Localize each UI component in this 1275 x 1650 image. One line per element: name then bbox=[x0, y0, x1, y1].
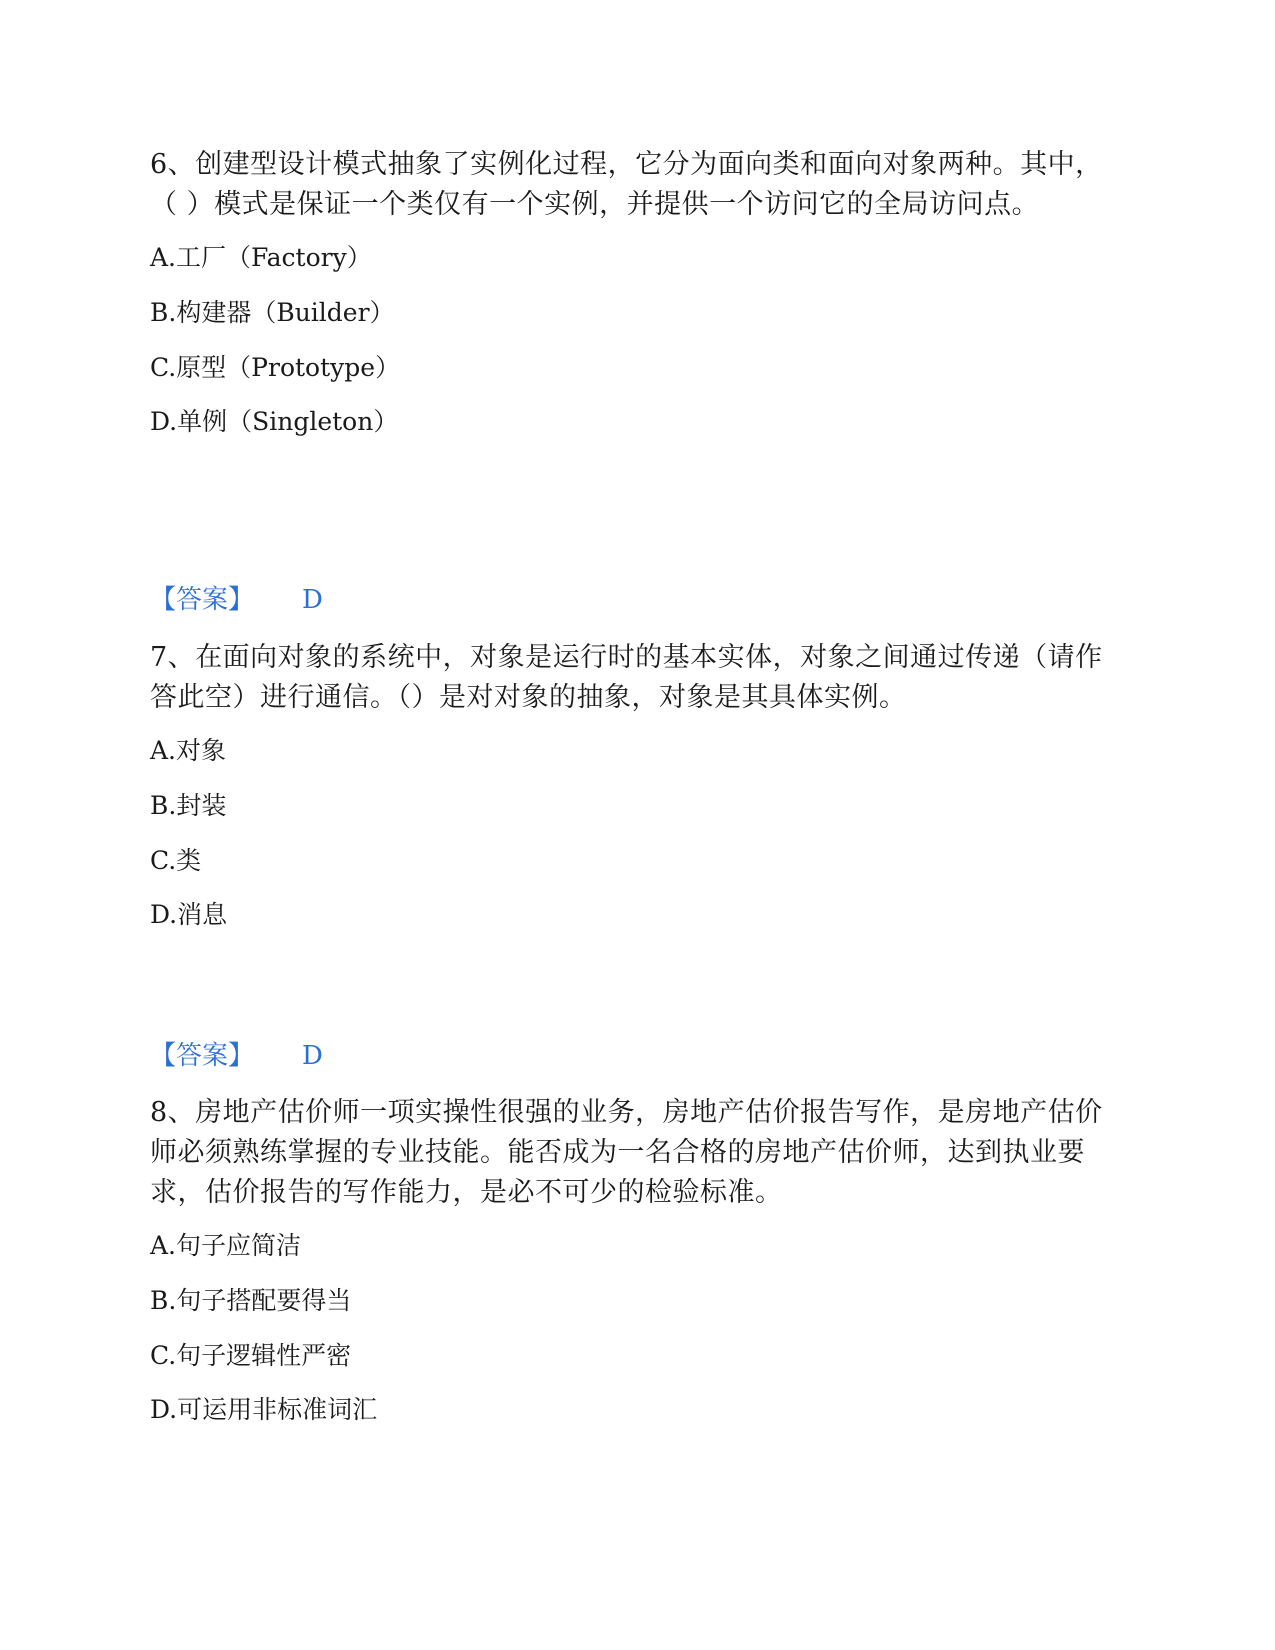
question-8 bbox=[150, 1093, 1110, 1424]
question-8-option-c: C.句子逻辑性严密 bbox=[150, 1341, 352, 1370]
question-6 bbox=[150, 145, 1110, 436]
question-6-option-c: C.原型（Prototype） bbox=[150, 353, 401, 382]
question-7-answer-value: D bbox=[302, 1041, 323, 1071]
question-7-answer-label: 【答案】 bbox=[150, 1041, 255, 1071]
question-8-option-a: A.句子应简洁 bbox=[150, 1231, 302, 1260]
question-6-option-a: A.工厂（Factory） bbox=[150, 243, 372, 272]
question-6-answer bbox=[150, 583, 323, 617]
question-8-option-b: B.句子搭配要得当 bbox=[150, 1286, 352, 1315]
question-7-answer bbox=[150, 1039, 323, 1073]
question-7-option-b: B.封装 bbox=[150, 791, 227, 820]
question-8-option-d: D.可运用非标准词汇 bbox=[150, 1395, 378, 1424]
question-6-answer-value: D bbox=[302, 585, 323, 615]
question-8-stem: 8、房地产估价师一项实操性很强的业务，房地产估价报告写作，是房地产估价师必须熟练掌握的专业技能。能否成为一名合格的房地产估价师，达到执业要求，估价报告的写作能力，是必不可少的检验标准。 bbox=[150, 1097, 1103, 1208]
question-6-stem: 6、创建型设计模式抽象了实例化过程，它分为面向类和面向对象两种。其中，（ ）模式是保证一个类仅有一个实例，并提供一个访问它的全局访问点。 bbox=[150, 149, 1103, 220]
question-7-option-a: A.对象 bbox=[150, 736, 227, 765]
question-6-option-b: B.构建器（Builder） bbox=[150, 298, 395, 327]
question-7-option-c: C.类 bbox=[150, 846, 202, 875]
question-7-stem: 7、在面向对象的系统中，对象是运行时的基本实体，对象之间通过传递（请作答此空）进行通信。（）是对对象的抽象，对象是其具体实例。 bbox=[150, 642, 1103, 713]
question-6-option-d: D.单例（Singleton） bbox=[150, 407, 399, 436]
question-6-answer-label: 【答案】 bbox=[150, 585, 255, 615]
question-7 bbox=[150, 638, 1110, 929]
question-7-option-d: D.消息 bbox=[150, 900, 228, 929]
